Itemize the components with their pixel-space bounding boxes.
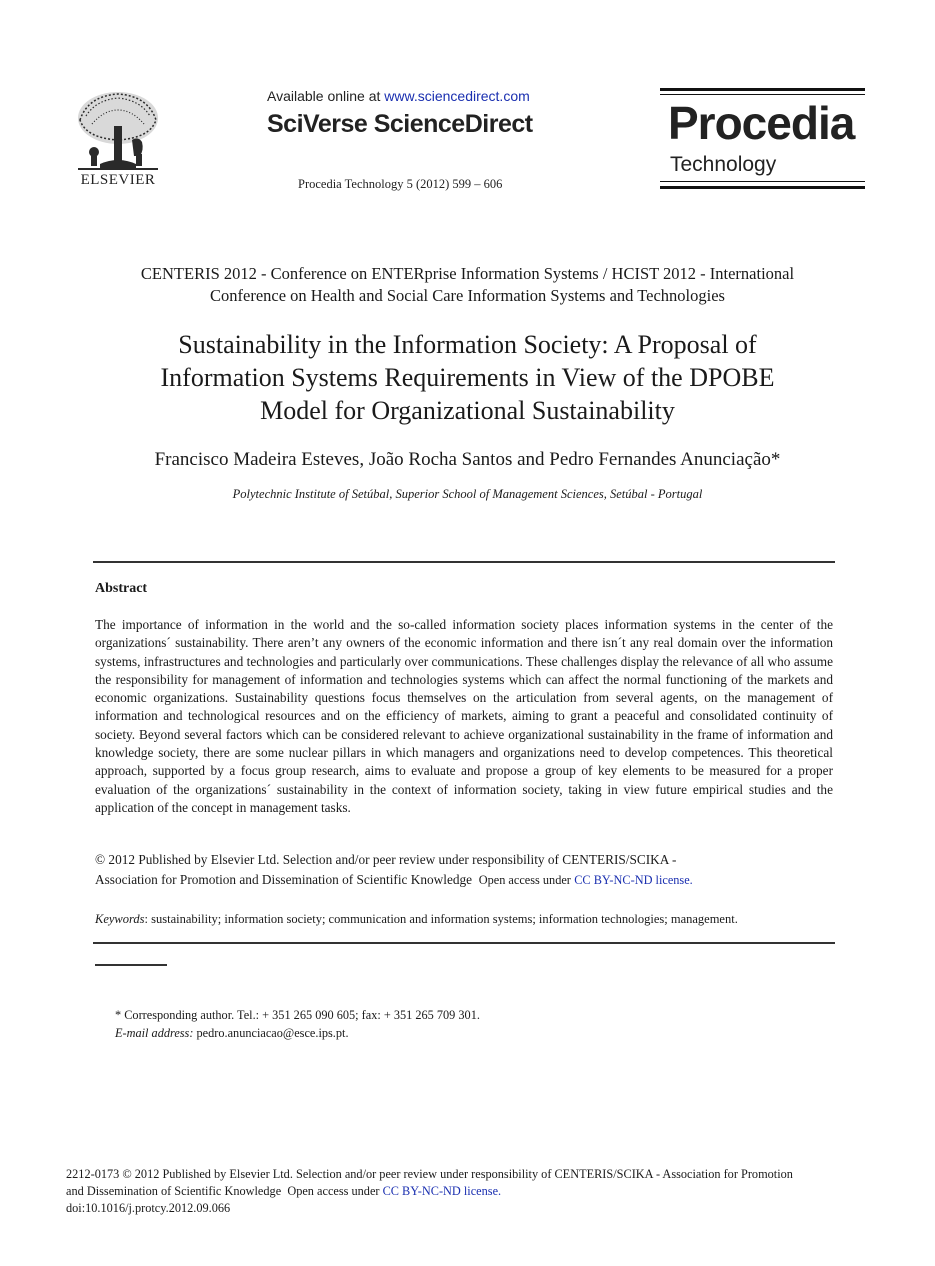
logo-rule-top-thin xyxy=(660,94,865,95)
paper-title xyxy=(60,328,875,427)
title-line-2: Information Systems Requirements in View of the DPOBE xyxy=(160,363,775,392)
copyright-notice xyxy=(95,850,835,890)
conference-name xyxy=(60,263,875,307)
keywords-text: : sustainability; information society; communication and information systems; information technologies; management. xyxy=(144,912,738,926)
bottom-publication-info xyxy=(66,1166,856,1217)
bottom-license-link[interactable]: CC BY-NC-ND license. xyxy=(382,1184,502,1198)
divider-top xyxy=(93,561,835,563)
conference-line-1: CENTERIS 2012 - Conference on ENTERprise Information Systems / HCIST 2012 - International xyxy=(140,264,795,283)
copyright-line-1: © 2012 Published by Elsevier Ltd. Selection and/or peer review under responsibility of CENTERIS/SCIKA - xyxy=(95,852,677,867)
journal-logo-main: Procedia xyxy=(668,97,855,149)
copyright-line-2-wrap xyxy=(95,870,835,890)
available-online-prefix: Available online at xyxy=(267,88,385,104)
bottom-line-2-wrap xyxy=(66,1183,856,1200)
journal-logo-sub: Technology xyxy=(670,153,777,176)
logo-rule-top xyxy=(660,88,865,91)
platform-logo: SciVerse ScienceDirect xyxy=(267,110,533,138)
keywords-label: Keywords xyxy=(95,912,145,926)
email-address: pedro.anunciacao@esce.ips.pt. xyxy=(193,1026,349,1040)
footnote xyxy=(115,1006,480,1042)
title-line-1: Sustainability in the Information Society: A Proposal of xyxy=(178,330,757,359)
keywords xyxy=(95,912,835,927)
journal-reference: Procedia Technology 5 (2012) 599 – 606 xyxy=(298,177,503,191)
footnote-rule xyxy=(95,964,167,966)
bottom-line-2: and Dissemination of Scientific Knowledge xyxy=(66,1184,282,1198)
logo-rule-bottom-thin xyxy=(660,181,865,182)
conference-line-2: Conference on Health and Social Care Information Systems and Technologies xyxy=(210,286,725,305)
corresponding-author: * Corresponding author. Tel.: + 351 265 090 605; fax: + 351 265 709 301. xyxy=(115,1008,480,1022)
bottom-line-1: 2212-0173 © 2012 Published by Elsevier Ltd. Selection and/or peer review under responsibility of CENTERIS/SCIKA - Association for Promotion xyxy=(66,1167,793,1181)
copyright-line-2: Association for Promotion and Dissemination of Scientific Knowledge xyxy=(95,872,473,887)
doi: doi:10.1016/j.protcy.2012.09.066 xyxy=(66,1201,231,1215)
email-label: E-mail address: xyxy=(115,1026,194,1040)
available-online-line xyxy=(267,88,530,104)
license-link[interactable]: CC BY-NC-ND license. xyxy=(574,873,693,887)
bottom-open-access-label: Open access under xyxy=(287,1184,380,1198)
open-access-label: Open access under xyxy=(478,873,571,887)
abstract-heading: Abstract xyxy=(95,581,148,596)
publisher-name: ELSEVIER xyxy=(80,172,156,188)
divider-bottom xyxy=(93,942,835,944)
abstract-body: The importance of information in the world and the so-called information society places information systems in the center of the organizations´ sustainability. There aren’t any owners of the economic information and there isn´t any real domain over the information systems, infrastructures and technologies and particularly over communications. These challenges display the relevance of all who assume the responsibility for management of information and technologies systems which can affect the normal functioning of the markets and economic organizations. Sustainability questions focus themselves on the articulation from several agents, on the management of information and technological resources and on the efficiency of markets, aiming to grant a peaceful and consolidated continuity of society. Beyond several factors which can be considered relevant to achieve organizational sustainability in the frame of information and knowledge society, there are some nuclear pillars in which managers and organizations need to develop competences. This theoretical approach, supported by a focus group research, aims to evaluate and propose a group of key elements to be measured for a proper evaluation of the organizations´ sustainability in the context of information society, taking in view future empirical studies and the application of the concept in management tasks. xyxy=(95,617,833,815)
affiliation: Polytechnic Institute of Setúbal, Superior School of Management Sciences, Setúbal - Portugal xyxy=(232,487,703,501)
logo-rule-bottom xyxy=(660,186,865,189)
authors: Francisco Madeira Esteves, João Rocha Santos and Pedro Fernandes Anunciação* xyxy=(154,449,781,470)
email-line xyxy=(115,1024,480,1042)
sciencedirect-link[interactable]: www.sciencedirect.com xyxy=(384,88,530,104)
title-line-3: Model for Organizational Sustainability xyxy=(260,396,675,425)
